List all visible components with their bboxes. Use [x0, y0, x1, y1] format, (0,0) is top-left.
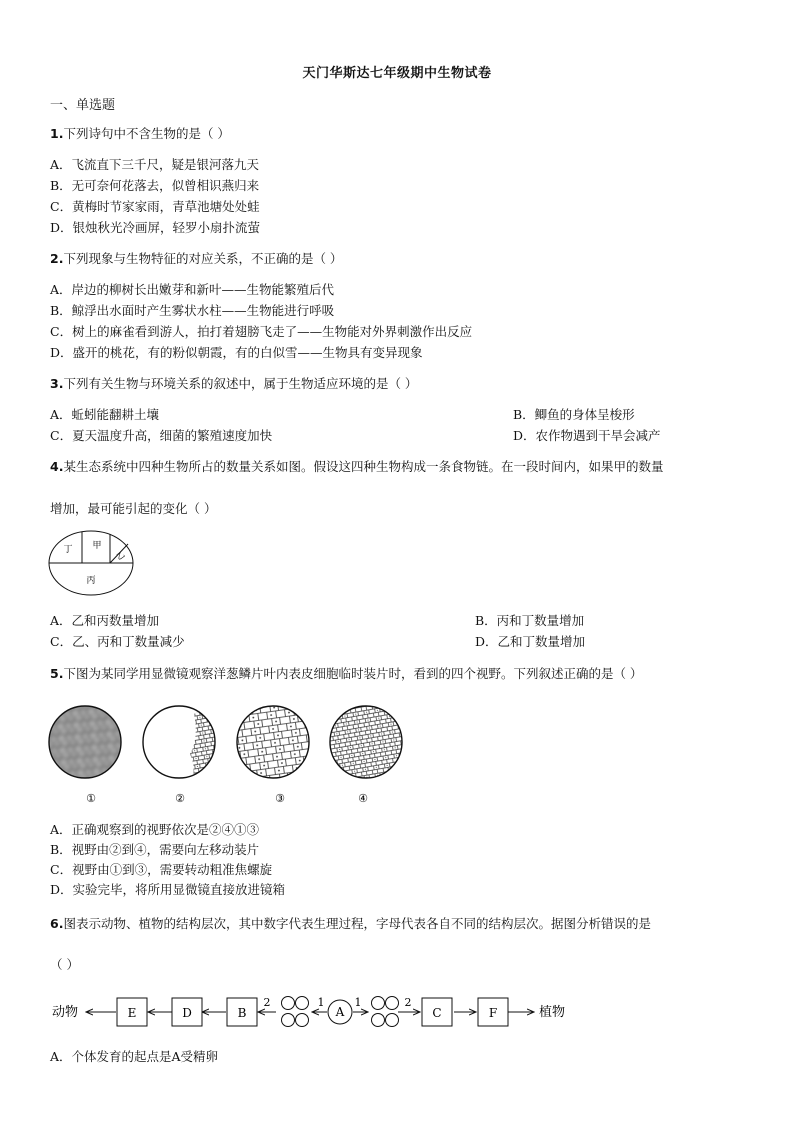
section-heading: 一、单选题: [50, 98, 116, 113]
q1-option-a: A．飞流直下三千尺，疑是银河落九天: [50, 157, 260, 172]
q2-option-b: B．鲸浮出水面时产生雾状水柱——生物能进行呼吸: [50, 303, 335, 318]
q4-option-b: B．丙和丁数量增加: [475, 613, 585, 628]
question-number: 5.: [50, 666, 64, 681]
cell-group-left: [282, 997, 309, 1027]
q5-option-d: D．实验完毕，将所用显微镜直接放进镜箱: [50, 882, 286, 897]
q5-option-a: A．正确观察到的视野依次是②④①③: [50, 822, 260, 837]
diagram-label-plant: 植物: [539, 1005, 566, 1020]
q4-option-d: D．乙和丁数量增加: [475, 634, 586, 649]
q1-option-d: D．银烛秋光冷画屏，轻罗小扇扑流萤: [50, 220, 261, 235]
q2-option-a: A．岸边的柳树长出嫩芽和新叶——生物能繁殖后代: [50, 282, 335, 297]
question-4-stem: 4.某生态系统中四种生物所占的数量关系如图。假设这四种生物构成一条食物链。在一段时间内，如果甲的数量: [50, 459, 664, 474]
cell-group-right: [372, 997, 399, 1027]
question-6-stem: 6.图表示动物、植物的结构层次，其中数字代表生理过程，字母代表各自不同的结构层次。据图分析错误的是: [50, 916, 651, 931]
pie-label-ding: 丁: [63, 545, 73, 555]
q3-option-b: B．鲫鱼的身体呈梭形: [513, 407, 635, 422]
field-label-1: ①: [86, 792, 96, 805]
q1-option-b: B．无可奈何花落去，似曾相识燕归来: [50, 178, 260, 193]
pie-label-bing: 丙: [86, 576, 96, 586]
question-number: 3.: [50, 376, 64, 391]
svg-text:A: A: [335, 1005, 345, 1019]
q3-option-d: D．农作物遇到干旱会减产: [513, 428, 661, 443]
question-6-stem-cont: （ ）: [50, 957, 79, 972]
process-number: 1: [317, 996, 325, 1009]
structure-level-diagram: [48, 990, 588, 1034]
svg-text:F: F: [488, 1006, 498, 1020]
q4-option-a: A．乙和丙数量增加: [50, 613, 160, 628]
q2-option-d: D．盛开的桃花，有的粉似朝霞，有的白似雪——生物具有变异现象: [50, 345, 423, 360]
field-label-2: ②: [175, 792, 185, 805]
process-number: 1: [354, 996, 362, 1009]
diagram-label-animal: 动物: [52, 1005, 79, 1020]
process-number: 2: [263, 996, 271, 1009]
svg-text:C: C: [432, 1006, 442, 1020]
microscope-field-1: [44, 702, 134, 792]
question-number: 2.: [50, 251, 64, 266]
microscope-field-2: [143, 706, 219, 784]
question-2-stem: 2.下列现象与生物特征的对应关系，不正确的是（ ）: [50, 251, 343, 266]
microscope-field-3: [229, 702, 319, 792]
q3-option-a: A．蚯蚓能翻耕土壤: [50, 407, 160, 422]
food-chain-pie-figure: [46, 528, 138, 598]
question-number: 6.: [50, 916, 64, 931]
question-number: 1.: [50, 126, 64, 141]
pie-label-jia: 甲: [92, 541, 102, 551]
q4-option-c: C．乙、丙和丁数量减少: [50, 634, 185, 649]
pie-label-yi: 乙: [114, 549, 127, 562]
question-number: 4.: [50, 459, 64, 474]
q1-option-c: C．黄梅时节家家雨，青草池塘处处蛙: [50, 199, 260, 214]
question-5-stem: 5.下图为某同学用显微镜观察洋葱鳞片叶内表皮细胞临时装片时，看到的四个视野。下列叙述正确的是（ ）: [50, 666, 643, 681]
field-label-4: ④: [358, 792, 368, 805]
field-label-3: ③: [275, 792, 285, 805]
process-number: 2: [404, 996, 412, 1009]
q5-option-b: B．视野由②到④，需要向左移动装片: [50, 842, 260, 857]
microscope-field-4: [324, 702, 414, 792]
question-1-stem: 1.下列诗句中不含生物的是（ ）: [50, 126, 230, 141]
q5-option-c: C．视野由①到③，需要转动粗准焦螺旋: [50, 862, 273, 877]
svg-text:D: D: [182, 1006, 192, 1020]
page-title: 天门华斯达七年级期中生物试卷: [302, 66, 492, 81]
question-4-stem-cont: 增加，最可能引起的变化（ ）: [50, 501, 217, 516]
q6-option-a: A．个体发育的起点是A受精卵: [50, 1049, 219, 1064]
microscope-fields-figure: [44, 694, 414, 812]
q2-option-c: C．树上的麻雀看到游人，拍打着翅膀飞走了——生物能对外界刺激作出反应: [50, 324, 473, 339]
svg-text:B: B: [237, 1006, 247, 1020]
svg-text:E: E: [127, 1006, 137, 1020]
question-3-stem: 3.下列有关生物与环境关系的叙述中，属于生物适应环境的是（ ）: [50, 376, 418, 391]
q3-option-c: C．夏天温度升高，细菌的繁殖速度加快: [50, 428, 273, 443]
